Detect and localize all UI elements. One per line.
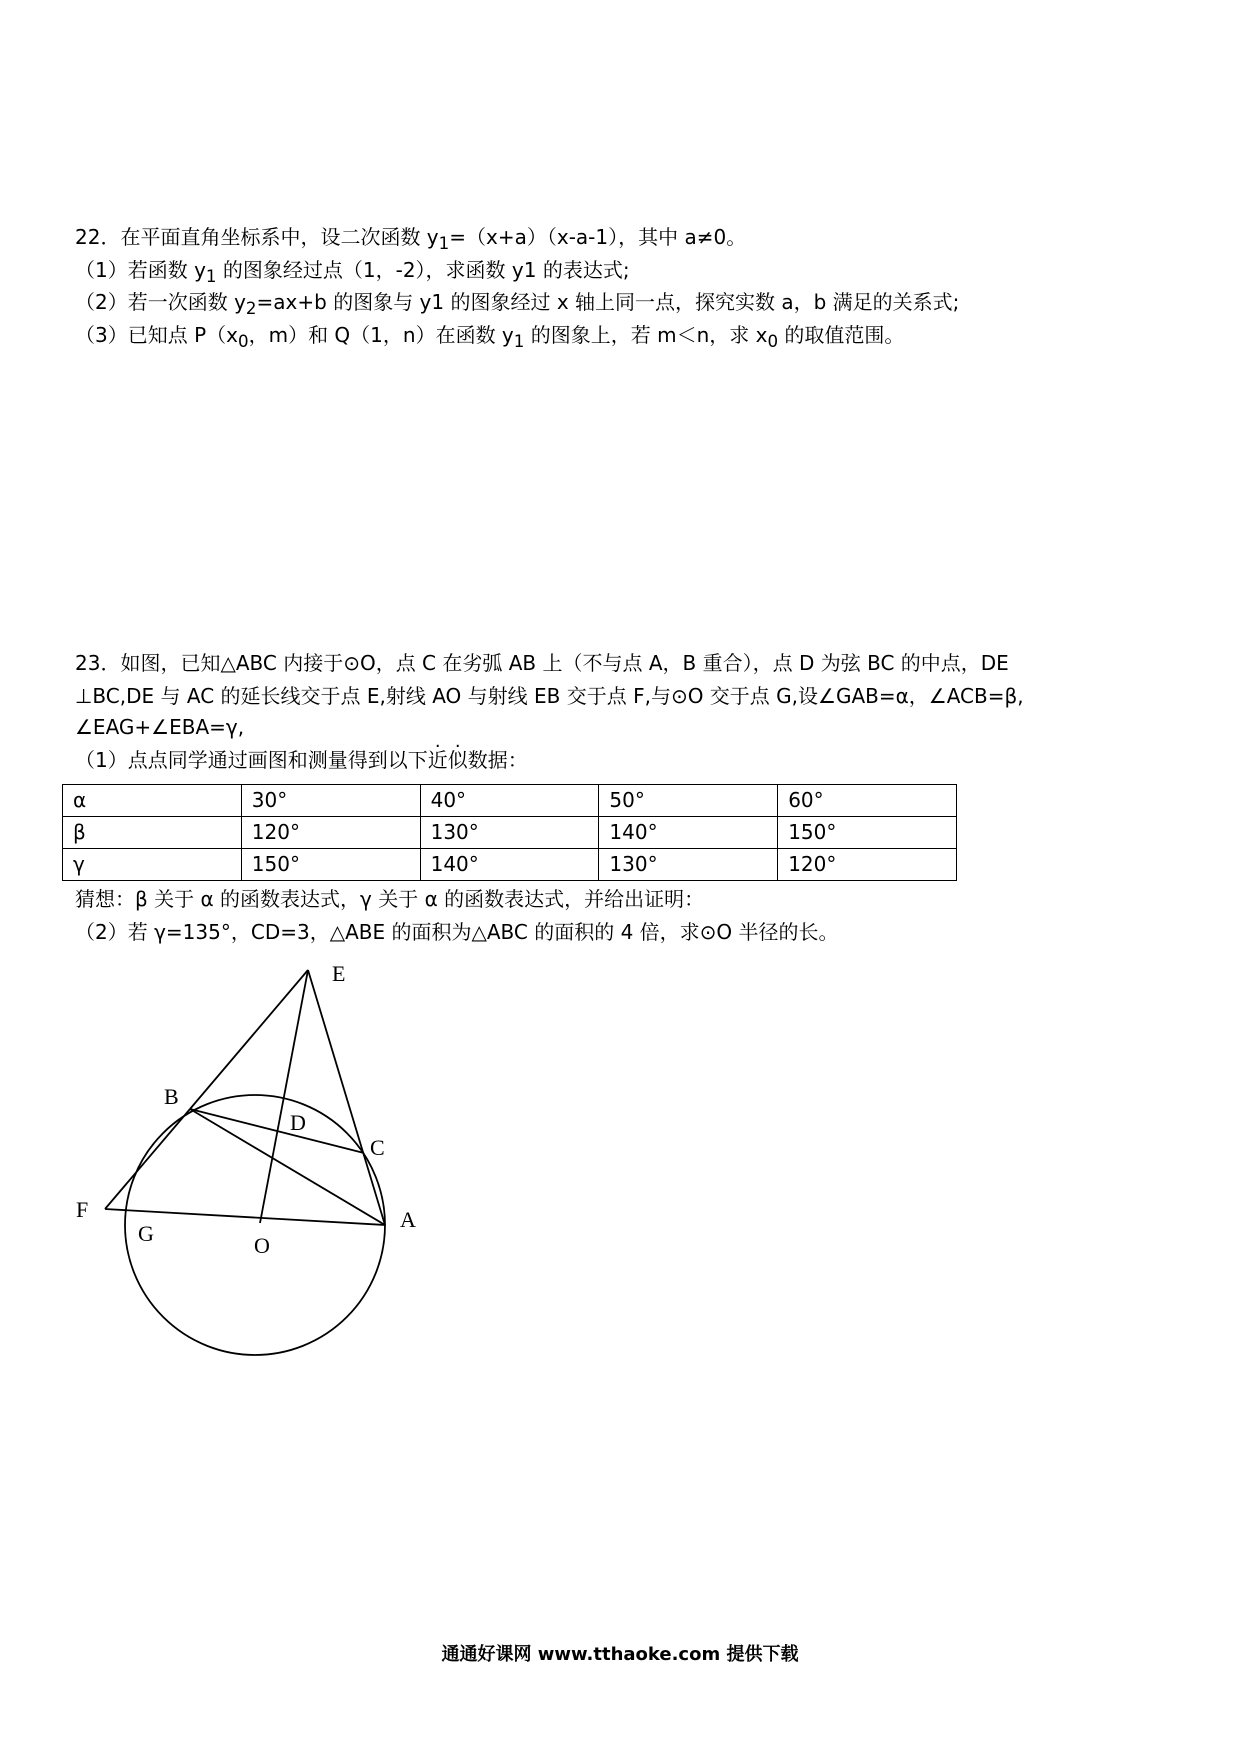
label-o: O bbox=[254, 1233, 270, 1258]
table-cell: γ bbox=[63, 849, 242, 881]
table-cell: 130° bbox=[599, 849, 778, 881]
label-f: F bbox=[76, 1197, 89, 1222]
q22-part1: （1）若函数 $y_1$ 的图象经过点（1，-2），求函数 y1 的表达式; bbox=[75, 258, 630, 286]
table-cell: 150° bbox=[241, 849, 420, 881]
table-cell: 120° bbox=[778, 849, 957, 881]
geometry-figure bbox=[60, 955, 440, 1375]
label-b: B bbox=[164, 1084, 179, 1109]
label-d: D bbox=[290, 1110, 306, 1135]
segment-eb bbox=[190, 970, 308, 1109]
q22-part3: （3）已知点 $P(x_0$，m）和 Q（1，n）在函数 $y_1$ 的图象上，若 m＜n，求 $x_0$ 的取值范围。 bbox=[75, 323, 905, 351]
segment-bf bbox=[105, 1109, 190, 1209]
table-cell: 30° bbox=[241, 785, 420, 817]
q23-part1: （1）点点同学通过画图和测量得到以下近似数据： bbox=[75, 748, 528, 772]
table-cell: 40° bbox=[420, 785, 599, 817]
label-e: E bbox=[332, 961, 346, 986]
label-a: A bbox=[400, 1207, 416, 1232]
table-row-gamma bbox=[63, 849, 957, 881]
table-cell: 130° bbox=[420, 817, 599, 849]
table-cell: 50° bbox=[599, 785, 778, 817]
q22-stem: 22．在平面直角坐标系中，设二次函数 $y_1=(x+a)(x-a-1)$，其中 a≠0。 bbox=[75, 225, 747, 253]
q23-stem-line3: ∠EAG+∠EBA=γ, bbox=[75, 715, 245, 739]
q23-part2: （2）若 γ=135°，CD=3，△ABE 的面积为△ABC 的面积的 4 倍，求⊙O 半径的长。 bbox=[75, 920, 839, 944]
q23-stem-line2: ⊥BC,DE 与 AC 的延长线交于点 E,射线 AO 与射线 EB 交于点 F,与⊙O 交于点 G,设∠GAB=α，∠ACB=β, bbox=[75, 684, 1024, 708]
table-cell: 60° bbox=[778, 785, 957, 817]
table-cell: β bbox=[63, 817, 242, 849]
table-row-alpha bbox=[63, 785, 957, 817]
table-cell: 120° bbox=[241, 817, 420, 849]
label-c: C bbox=[370, 1135, 385, 1160]
segment-eo bbox=[260, 970, 308, 1223]
q23-stem-line1: 23．如图，已知△ABC 内接于⊙O，点 C 在劣弧 AB 上（不与点 A，B 重合），点 D 为弦 BC 的中点，DE bbox=[75, 651, 1009, 675]
circle-o bbox=[125, 1095, 385, 1355]
table-cell: α bbox=[63, 785, 242, 817]
table-cell: 140° bbox=[420, 849, 599, 881]
page-footer: 通通好课网 www.tthaoke.com 提供下载 bbox=[441, 1644, 799, 1665]
data-table bbox=[62, 784, 957, 881]
table-cell: 150° bbox=[778, 817, 957, 849]
q22-part2: （2）若一次函数 $y_2=ax+b$ 的图象与 y1 的图象经过 x 轴上同一点，探究实数 a，b 满足的关系式; bbox=[75, 290, 960, 318]
label-g: G bbox=[138, 1221, 154, 1246]
table-cell: 140° bbox=[599, 817, 778, 849]
table-row-beta bbox=[63, 817, 957, 849]
q23-conjecture: 猜想：β 关于 α 的函数表达式，γ 关于 α 的函数表达式，并给出证明： bbox=[75, 887, 705, 911]
